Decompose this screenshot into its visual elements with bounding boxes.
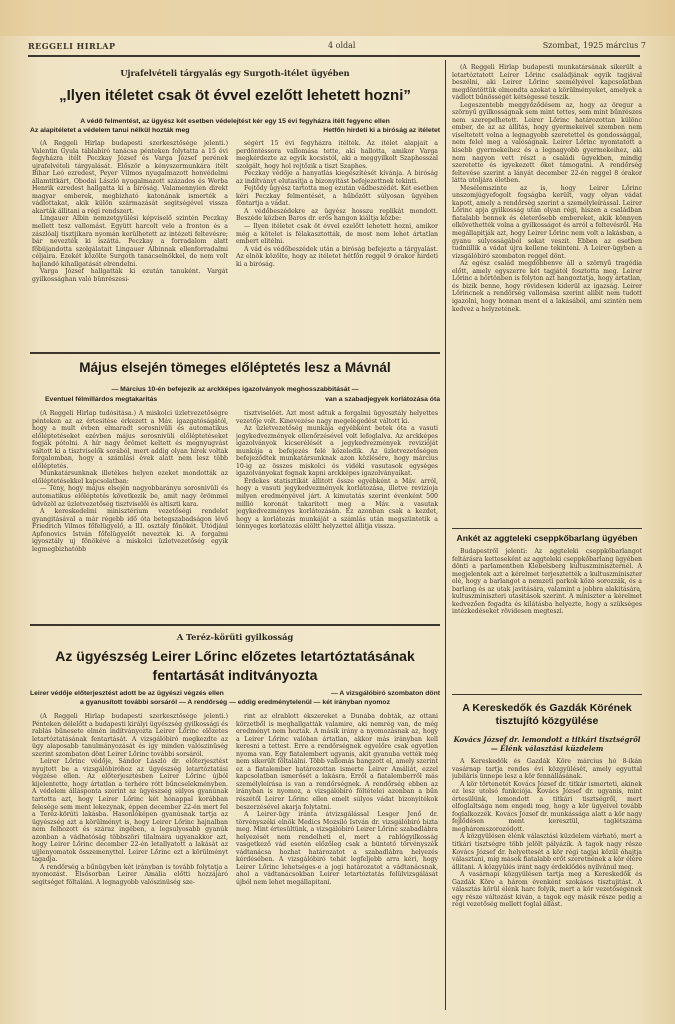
paragraph: Peczkay védője a hanyatlás kiegészítését kívánja. A biróság az indítványt elutasítja a bizonyitást befejezettnek tekinti. <box>236 170 438 185</box>
paragraph: Varga József hallgatták ki ezután tanuként. Vargát gyilkossághan való bünrészesi- <box>32 268 228 283</box>
paragraph: A vád és védőbeszédek után a biróság befejezte a tárgyalást. Az elnök közölte, hogy az itéletet hétfőn reggel 9 órakor hirdeti ki a biróság. <box>236 245 438 268</box>
masthead-page-number: 4 oldal <box>328 41 356 50</box>
article-separator <box>30 352 440 354</box>
paragraph: A kör törtenetét Kovács József dr. titkár ismerteti, akinek ez lesz utolsó funkciója. Kovács József dr. ugyanis, mint értesülünk, lemondott a titkári tisztségről, mert elfoglaltsága nem engedi meg, hogy a kör ügyeivel tovább foglalkozzék. Kovács József dr. munkássága alatt a kör nagy fejlődésen ment keresztül, taglétszáma megháromszorozódott. <box>452 780 642 833</box>
paragraph: Fejtődy ügyész tartotta meg ezután vádbeszédét. Két esetben kéri Peczkay felmentését, a hűbőzött súlyosan ügyében föntartja a vádat. <box>236 185 438 208</box>
paragraph: Munkatársunknak illetékes helyen ezeket mondották az előléptetésekkel kapcsolatban: <box>32 470 228 485</box>
paragraph: Legeszentebb meggyőződésem az, hogy az öregur a szörnyű gyilkosságnak sem mint tettes, sem mint bűnrészes nem szerepelhetett. Leirer Lőrinc határozottan különc ember, de az az állítás, hogy gyermekeivel szemben nem viseltetett volna a legnagyobb szeretettel és gondossággal, nem felel meg a valóságnak. Leirer Lőrinc nyomtatott a kisebb gyermekeihez és a legnagyobb gyermekeihez, aki nem nagyon vett részt a családi ügyekben, mindig szeretette és igyekezett őket támogatni. A rendőrség feltevése szerint a lányát december 22-én reggel 8 órakor látta utoljára életben. <box>452 101 642 185</box>
article3-headline-line1: Az ügyészség Leirer Lőrinc előzetes letartóztatásának <box>55 648 415 664</box>
paragraph: rint az elrablott ékszereket a Dunába dobták, az ottani körzetből is meghallgatták valamire, aki nemrég van, de még eredményt nem hoztak. A másik irány a nyomozásnak az, hogy a Leirer Lőrinc valóban ártatlan, akkor más irányban kell keresni a tettest. Erre a rendőrségnek egyelőre csak egyetlen nyoma van. Egy fiatalembert ugyanis, akit gyanuba vették még nem sikerült föltalálni. Több vallomás hangzott el, amely szerint ez a fiatalember határozottan ismerte Leirer Amáliát, ezzel kapcsolatban ismerősét a lakásra. Erről a fiatalemberről más személyleírása is van a rendőrségnek. A rendőrség ebben az irányban is nyomoz, a vizsgálóbiró föltételei azonban a bűn részétől Leirer Lőrinc ellen emelt súlyos vádat bizonyitékok beszerzésével akarja folytatni. <box>236 713 438 811</box>
article3-kicker: A Teréz-körüti gyilkosság <box>176 632 294 642</box>
paragraph: tisztviselőét. Azt most adtuk a forgalmi ügyosztály helyettes vezetője volt. Kinevezése nagy megelégedést váltott ki. <box>236 410 438 425</box>
paragraph: Lingauer Albin nemzetgyülési képviselő szintén Peczkay mellett tesz vallomást. Együtt harcolt vele a fronton és a zászlóalj tisztjikara nyomán kerülhetett az intézeti feltevésre; bár nevezték ki iszáttá. Peczkay a forradalom alatt főbüjandotta szolgálatait Lingauer Albinnak ellenforradalmi céljaira. Ezekét közölte Surgoth tanácselnökkel, de nem volt hajlandó kihallgatását elrendelni. <box>32 215 228 268</box>
paragraph: (A Reggeli Hirlap budapesti szerkesztősége jelenti.) Valentin Gyula táblabiró tanácsa pénteken folytatta a 15 évi fegyházra itélt Peczkay József és Varga József perének ujrafelvételi tárgyalását. Először a kényszermunkára itélt Bihar Leó ezredest, Peyer Vilmos nyugalmazott honvédelmi államtitkárt, Obodai László nyugalmazott százados és Werba Henrik ezredest hallgatta ki a biróság. Valamennyien direkt magyar emberek, megbizható katonának ismerték a vádlottakat, akik külön származását segitségével vissza akarták állitani a régi rendszert. <box>32 140 228 215</box>
article-separator <box>452 528 642 529</box>
paragraph: Mesélemszinte az is, hogy Leirer Lőrinc unszomjúgyefogolt fogságba került, vagy olyan vádat kapott, amely a rendőrség szerint a személyleírással. Leirer Lőrinc apja gyilkosság után olyan régi, hiszen a családban fiatalabb bennek és életerősebb embereket, akik könnyen elkövethették volna a gyilkosságot és arról a feltevésről. Ha megállapitják azt, hogy Leirer Lőrinc nem volt a lakásban, a gyanu súlyosságából sokat veszit. Ebben az esetben tudniillik a vádat újra kellene tekinteni. A Leirer-ügyben a vizsgálóbiró szombaton reggel dönt. <box>452 184 642 260</box>
masthead-date: Szombat, 1925 március 7 <box>542 41 646 50</box>
article3-deck-left: Leirer védője előterjesztést adott be az ügyészi végzés ellen <box>30 690 224 697</box>
paragraph: Az üzletvezetőség munkája egyébként betek óta a vasuti jegykedvezmények ellenőrzésével volt lefoglalva. Az arckképes igazolványok kicserélését a jegykedvezmények revizióját munkája a befejezés felé közeledik. Az üzletvezetőségen befejeződtek munkatársunknak azon közlésére, hogy március 10-ig az összes miskolci és vidéki vasutasok egységes igazolványokat fognak kapni arckképes igazolványaikat. <box>236 425 438 478</box>
article6-column <box>452 758 642 1014</box>
paragraph: Érdekes statisztikát állitott össze egyébként a Máv. arról, hogy a vasuti jegykedvezmények korlátozása, illetve revizioja milyen eredményével járt. A kimutatás szerint évenként 500 millió koronát takaritott meg a Máv. a vasutak jegykedvezményes korlátozásán. Ez azonban csak a kezdet, hogy a korlátozás munkáját a számlás után megszüntetik a lénnyeges korlátozás elöltt helyzettel állitja vissza. <box>236 477 438 531</box>
article2-headline: Május elsején tömeges előléptetés lesz a Mávnál <box>79 360 391 375</box>
paragraph: A közgyülésen élénk választási küzdelem várható, mert a titkári tisztségre több jelölt pályázik. A tagok nagy része Kovács József dr. helyettesét a kör régi tagjai közül óhajtja választani, míg mások fiatalabb erőt szeretnének a kör élére állitani. A közgyülés iránt nagy érdeklődés nyilvánul meg. <box>452 833 642 871</box>
paragraph: Budapestről jelenti: Az aggteleki cseppkőbarlangot feltárásra ketteseként az aggteleki cseppkőbarlang ügyében dönti a parlamentben Klebelsberg kultuszminiszternél. A megjelentek azt a kérelmet terjesztették a kultuszminiszter elé, hogy a barlangot a nemzeti parkok közé sorozzák, és a barlang és az utak javitására, valamint a jobbra alakitására, kultuszminiszteri utasitások szerint. A miniszter a kérelmet kedvezően fogadta és kilátásba helyezte, hogy a szükséges intézkedéseket rövidesen megteszi. <box>452 548 642 616</box>
paragraph: — Ilyen itéletet csak öt évvel ezelőtt lehetett hozni, amikor még a kötelet is félakasztották, de most nem lehet ártatlan embert elitélni. <box>236 223 438 246</box>
article3-column-1 <box>32 713 228 1013</box>
article2-deck-left: Eventuel félmillárdos megtakaritás <box>45 396 158 403</box>
paper-edge-band <box>0 0 675 36</box>
article3-deck-line2: a gyanusított további sorsáról — A rendőrség — eddig eredménytelenül — két irányban nyomoz <box>80 699 390 706</box>
article5-column <box>452 548 642 688</box>
article3-column-2 <box>236 713 438 1013</box>
paragraph: A védőbeszédekre az ügyész hosszu replikát mondott. Beszéde közben Baros dr. erős hangon kiáltja közbe: <box>236 207 438 223</box>
paragraph: A kereskedelmi minisztérium vezetőségi rendelet gyangitásával a már régebb idő óta betegszabadságon lévő Friedrich Vilmos főfelügyelő, a III. osztály főnökét. Utódjául Apfonovics István főfelügyelőt nevezték ki. A forgalmi igyosztály uj főnökévé a miskolci üzletvezetőség egyik legmegbizhatóbb <box>32 508 228 553</box>
article4-column <box>452 64 642 524</box>
column-divider <box>445 60 446 1010</box>
masthead-rule <box>28 55 640 57</box>
article1-column-2 <box>236 140 438 340</box>
paragraph: (A Reggeli Hirlap tudósitása.) A miskolci üzletvezetőségre pénteken az az értesitése érkezett a Máv. igazgatóságától, hogy a mult évben elmaradt sorosnivüli és automatikus előléptetéseket ezévben május sorosnivüli előléptetéseket fogják pótolni. A hír nagy örömet keltett és megnyugvást váltott ki a tisztviselők sorából, mert addig olyan hírek voltak forgalomban, hogy a számlási évek alatt nem lesz több előléptetés. <box>32 410 228 470</box>
article1-deck: A védő felmentést, az ügyész két esetben védelejtést kér egy 15 évi fegyházra itélt fegyenc ellen <box>80 118 390 125</box>
article6-deck: Kovács József dr. lemondott a titkári tisztségről — Élénk választási küzdelem <box>453 735 641 753</box>
paragraph: Az egész család megdöbbenve áll a szörnyű tragédia előtt, amely egyszerre két tagjától fosztotta meg. Leirer Lőrinc a börtönben is folyton azt hangoztatja, hogy ártatlan, és bizik benne, hogy rövidesen kiderül az igazság. Leirer Lőrincnek a rendőrség vallomása szerint alibit nem tudott igazolni, hogy honnan ment el a lakásából, ami szintén nem kedvez a helyzetének. <box>452 260 642 313</box>
article1-column-1 <box>32 140 228 340</box>
article1-deck-right: Hetfőn hirdeti ki a biróság az itéletet <box>323 127 440 134</box>
article1-kicker: Ujrafelvételi tárgyalás egy Surgoth-itélet ügyében <box>120 68 350 78</box>
article2-deck-right: van a szabadjegyek korlátozása óta <box>325 396 440 403</box>
article3-deck-right: — A vizsgálóbiró szombaton dönt <box>330 690 440 697</box>
article3-headline-line2: fentartását inditványozta <box>152 667 318 683</box>
article6-headline: A Kereskedők és Gazdák Körének tisztujító közgyülése <box>462 702 632 727</box>
article2-column-1 <box>32 410 228 612</box>
article1-headline: „Ilyen itéletet csak öt évvel ezelőtt lehetett hozni” <box>59 87 411 104</box>
paragraph: (A Reggeli Hirlap budapesti munkatársának sikerült a letartóztatott Leirer Lőrinc családjának egyik tagjával beszélni, aki Leirer Lőrinc személyével kapcsolatban megdöntöttük elmondta azokat a körülményeket, amelyek a vádlott bűnösségét kétségessé teszik. <box>452 64 642 102</box>
paragraph: A rendőrség a bűnügyben két irányban is tovább folytatja a nyomozást. Elsősorban Leirer Amália előtti hozzájáró segitséget föltaláni. A legnagyobb valószinüség sze- <box>32 863 228 887</box>
masthead-title: REGGELI HIRLAP <box>28 41 116 51</box>
masthead <box>28 40 646 54</box>
article-separator <box>452 694 642 695</box>
paragraph: A Leirer-ügy iránta átvizsgálással Lesger Jenő dr. törvényszéki elnök Medics Mozsiló István dr. vizsgálóbiró bizta meg. Mint értesültünk, a vizsgálóbiró Leirer Lőrinc szabadlábra helyezését nem rendelheti el, mert a rablógyilkosság vasgetkező vád esetén előzőleg csak a büntető törvényszék vádtanácsa hozhat határozatot a szabadlábra helyezés kérdésében. A vizsgálóbiró tehát legfeljebb arra kéri, hogy Leirer Lőrinc lehetséges-e a jogi határozatot a vádtanácsnak, ahol a vádtanácsokban Leirer letartóztatás felülvizsgálását újból nem lehet megállapitani. <box>236 811 438 887</box>
paragraph: (A Reggeli Hirlap budapesti szerkesztősége jelenti.) Pénteken délelőtt a budapesti királyi ügyészség gyilkossági és rablás bűnesete elmén indítványozta Leirer Lőrinc előzetes letartóztatásának fentartását. A vizsgálóbiró megkezdte az ügy alaposabb tanulmányozását és így minden valószinüség szerint szombaton dönt Leirer Lőrinc további sorsáról. <box>32 713 228 758</box>
article-separator <box>30 624 440 626</box>
paragraph: ségért 15 évi fegyházra itélték. Az itélet alapjait a perdöntéssora vallomása tette, aki hallotta, amikor Varga megkérdezte az egyik kocsistól, aki a meggyilkolt Szaphesszal szolgált, hogy hol rejtőzik a tiszt Szaphes. <box>236 140 438 170</box>
article5-headline: Ankét az aggteleki cseppkőbarlang ügyében <box>456 533 638 543</box>
paragraph: A Kereskedők és Gazdák Köre március hó 8-ikán vasárnap tartja rendes évi közgyülését, amely egyuttal jubiláris ünnepe lesz a kör fennállásának. <box>452 758 642 781</box>
paragraph: Leirer Lőrinc védője, Sándor László dr. előterjesztést nyujtott be a vizsgálóbiróhoz az ügyészség letartóztatási végzése ellen. Az előterjesztésben Leirer Lőrinc újból kijelentette, hogy ártatlan a terhére rótt bűncselekményben. A védelem állásponta szerint az ügyészség súlyos gyanúnak tartotta azt, hogy Leirer Lőrinc két hónappal korábban felesége sem ment lekezynak, éppen december 22-én mert fel a Teréz-körúti lakásba. Hasonlóképen gyanúsnak tartja az ügyészség azt a körülményt is, hogy Leirer Lőrinc hajnalban nem felhozott és száraz ingében, a legsulyosabb gyanúk azonban a vádhatóság többszöri tilalmára ugyanakkor azt, hogy Leirer Lőrinc december 22-én letallyatott a lakását az ujjlenyomatok összemenyttel. Leirer Lőrinc ezt a körülményt tagadja. <box>32 758 228 864</box>
article1-deck-left: Az alapitéletet a védelem tanui nélkül hozták meg <box>30 127 190 134</box>
article2-column-2 <box>236 410 438 612</box>
paragraph: A vasárnapi közgyülésen tartja meg a Kereskedők és Gazdák Köre a három évenként szokásos tisztujitást. A választás körül élénk harc folyik, mert a kör vezetőségének egy része változást kiván, a tagok egy másik része pedig a régi vezetőség mellett foglal állást. <box>452 871 642 909</box>
article2-deck: — Március 10-én befejezik az arckképes igazolványok meghosszabbitását — <box>111 386 359 393</box>
paragraph: — Tény, hogy május elsején nagyobbarányu sorosnivüli és automatikus előléptetés következik be, amit nagy örömmel üdvözöl az üzletvezetőség tisztviselői és altiszti kara. <box>32 485 228 508</box>
